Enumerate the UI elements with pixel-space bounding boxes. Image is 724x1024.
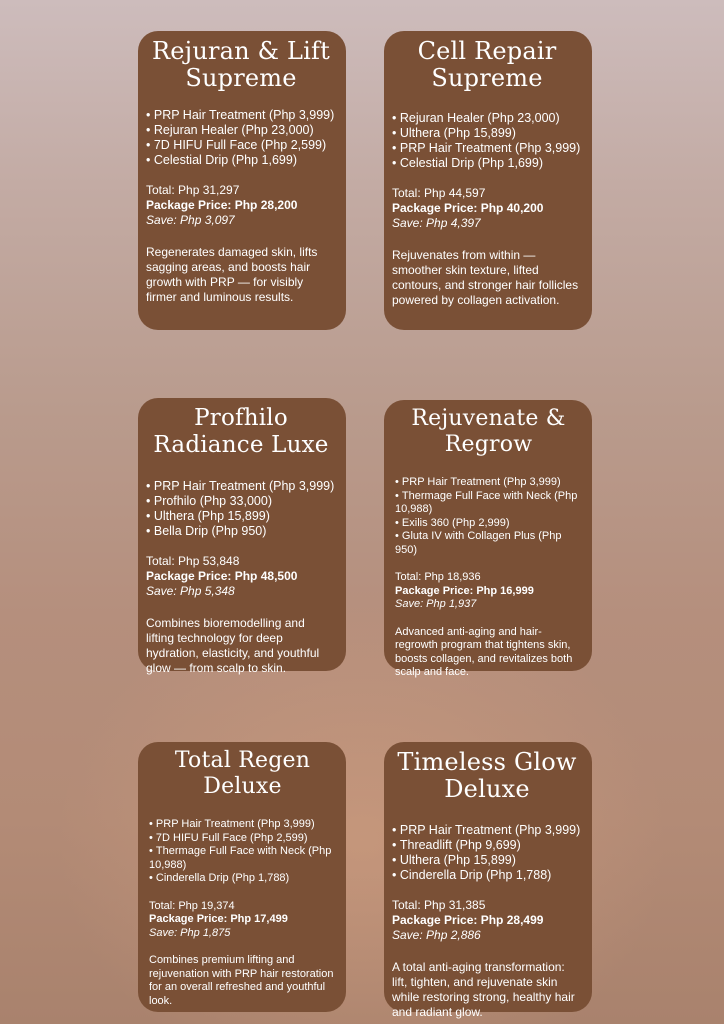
pricing-block [146, 183, 336, 228]
package-title [392, 749, 582, 803]
total-price: Total: Php 19,374 [149, 899, 235, 912]
package-description: Combines bioremodelling and lifting technology for deep hydration, elasticity, and youthful glow — from scalp to skin. [146, 616, 320, 675]
treatment-item: • Ulthera (Php 15,899) [392, 853, 582, 868]
package-price: Package Price: Php 28,499 [392, 913, 544, 927]
package-price: Package Price: Php 16,999 [395, 584, 534, 597]
treatment-item: • Celestial Drip (Php 1,699) [392, 156, 582, 171]
package-title-line2: Radiance Luxe [153, 432, 329, 458]
package-card-rejuvenate-regrow [384, 400, 592, 678]
treatment-item: • Gluta IV with Collagen Plus (Php 950) [395, 530, 582, 557]
savings: Save: Php 4,397 [392, 216, 481, 230]
total-price: Total: Php 44,597 [392, 186, 486, 200]
treatment-item: • Rejuran Healer (Php 23,000) [392, 111, 582, 126]
savings: Save: Php 3,097 [146, 213, 235, 227]
treatment-list [146, 108, 336, 168]
pricing-block [149, 900, 336, 941]
package-title-line2: Regrow [444, 432, 533, 457]
package-card-profhilo-radiance-luxe [138, 398, 346, 675]
package-title-line2: Supreme [431, 64, 543, 92]
package-description: Rejuvenates from within — smoother skin texture, lifted contours, and stronger hair follicles powered by collagen activation. [392, 248, 579, 307]
package-title-line1: Total Regen [174, 748, 311, 773]
treatment-item: • Threadlift (Php 9,699) [392, 838, 582, 853]
treatment-item: • Celestial Drip (Php 1,699) [146, 153, 336, 168]
package-title [395, 406, 582, 458]
package-title-line1: Rejuran & Lift [152, 37, 330, 65]
package-description: Advanced anti-aging and hair-regrowth program that tightens skin, boosts collagen, and revitalizes both scalp and face. [395, 625, 573, 678]
package-title-line2: Deluxe [444, 775, 530, 803]
treatment-item: • Profhilo (Php 33,000) [146, 494, 336, 509]
total-price: Total: Php 53,848 [146, 554, 240, 568]
pricing-block [395, 571, 582, 612]
package-description: Regenerates damaged skin, lifts sagging areas, and boosts hair growth with PRP — for visibly firmer and luminous results. [146, 245, 318, 304]
treatment-item: • 7D HIFU Full Face (Php 2,599) [146, 138, 336, 153]
treatment-item: • Rejuran Healer (Php 23,000) [146, 123, 336, 138]
package-title [146, 405, 336, 459]
total-price: Total: Php 18,936 [395, 571, 481, 583]
total-price: Total: Php 31,297 [146, 183, 240, 197]
savings: Save: Php 1,937 [395, 598, 477, 610]
package-title-line1: Timeless Glow [397, 748, 577, 776]
total-price: Total: Php 31,385 [392, 898, 486, 912]
pricing-block [146, 554, 336, 599]
treatment-item: • Cinderella Drip (Php 1,788) [149, 872, 336, 886]
savings: Save: Php 2,886 [392, 928, 481, 942]
treatment-item: • PRP Hair Treatment (Php 3,999) [395, 476, 582, 490]
package-card-cell-repair-supreme [384, 31, 592, 330]
savings: Save: Php 5,348 [146, 584, 235, 598]
package-description: Combines premium lifting and rejuvenation with PRP hair restoration for an overall refreshed and youthful look. [149, 954, 334, 1007]
savings: Save: Php 1,875 [149, 926, 231, 939]
treatment-item: • Exilis 360 (Php 2,999) [395, 517, 582, 531]
treatment-list [146, 479, 336, 539]
package-price: Package Price: Php 17,499 [149, 913, 288, 925]
treatment-item: • Ulthera (Php 15,899) [392, 126, 582, 141]
treatment-item: • Thermage Full Face with Neck (Php 10,988) [395, 490, 582, 517]
package-card-total-regen-deluxe [138, 742, 346, 1012]
package-price: Package Price: Php 48,500 [146, 569, 298, 583]
treatment-item: • Bella Drip (Php 950) [146, 524, 336, 539]
package-card-timeless-glow-deluxe [384, 742, 592, 1019]
pricing-block [392, 898, 582, 943]
treatment-item: • Cinderella Drip (Php 1,788) [392, 868, 582, 883]
treatment-item: • PRP Hair Treatment (Php 3,999) [149, 818, 336, 832]
treatment-item: • 7D HIFU Full Face (Php 2,599) [149, 832, 336, 846]
treatment-item: • Ulthera (Php 15,899) [146, 509, 336, 524]
treatment-item: • PRP Hair Treatment (Php 3,999) [392, 823, 582, 838]
package-title-line1: Rejuvenate & [411, 406, 566, 431]
package-price: Package Price: Php 40,200 [392, 201, 544, 215]
treatment-list [392, 823, 582, 883]
pricing-block [392, 186, 582, 231]
package-title-line1: Profhilo [194, 405, 288, 431]
package-title [149, 748, 336, 800]
treatment-item: • PRP Hair Treatment (Php 3,999) [392, 141, 582, 156]
package-title-line1: Cell Repair [417, 37, 557, 65]
package-description: A total anti-aging transformation: lift, tighten, and rejuvenate skin while restoring strong, healthy hair and radiant glow. [392, 960, 575, 1019]
treatment-item: • PRP Hair Treatment (Php 3,999) [146, 108, 336, 123]
package-title [392, 38, 582, 92]
treatment-item: • Thermage Full Face with Neck (Php 10,988) [149, 845, 336, 872]
treatment-list [149, 818, 336, 886]
treatment-list [392, 111, 582, 171]
package-title-line2: Deluxe [203, 774, 282, 799]
package-title-line2: Supreme [185, 64, 297, 92]
package-price: Package Price: Php 28,200 [146, 198, 298, 212]
package-title [146, 38, 336, 92]
treatment-list [395, 476, 582, 557]
treatment-item: • PRP Hair Treatment (Php 3,999) [146, 479, 336, 494]
package-card-rejuran-lift-supreme [138, 31, 346, 330]
